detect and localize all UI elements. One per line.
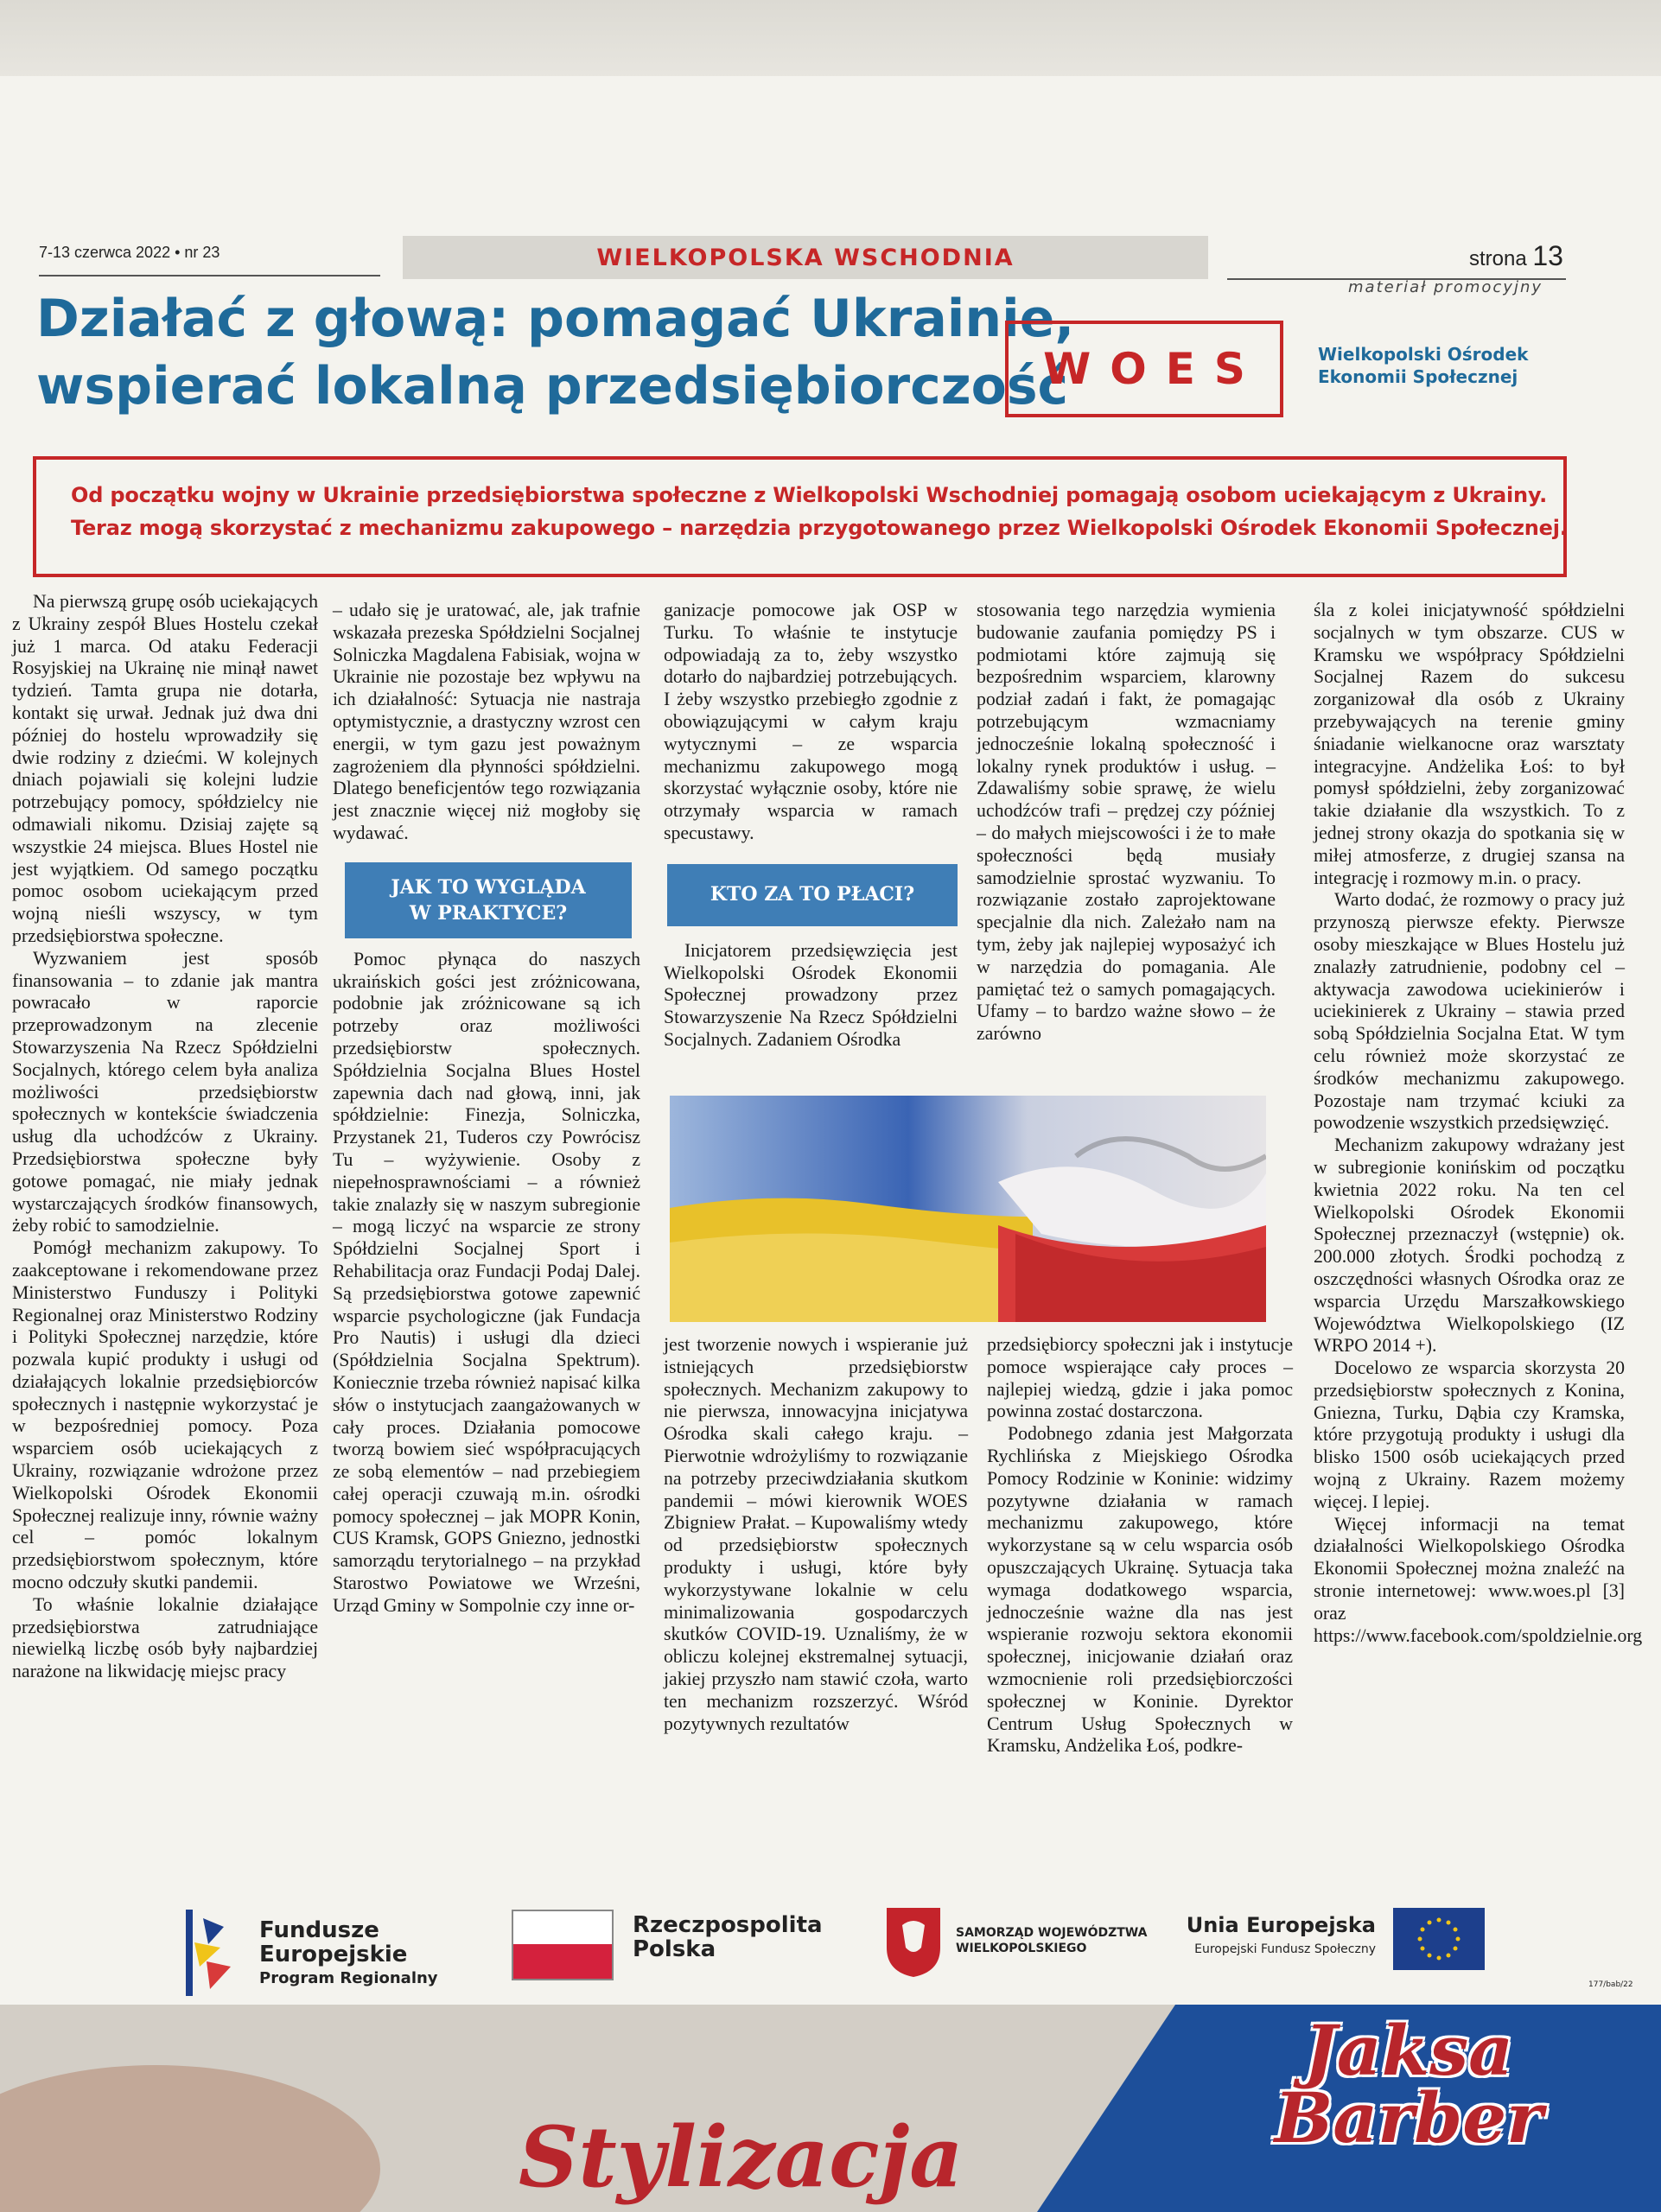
promo-label: materiał promocyjny — [1348, 278, 1543, 296]
eagle-crest-icon — [883, 1904, 944, 1979]
woes-name-line-1: Wielkopolski Ośrodek — [1318, 344, 1529, 365]
eu-flag-icon — [1393, 1908, 1485, 1970]
ad-script-text: Stylizacja — [519, 2108, 964, 2206]
fe-star-icon — [186, 1910, 239, 1996]
woes-full-name — [1318, 343, 1528, 388]
barber-line-2: Barber — [1274, 2077, 1543, 2158]
paragraph: przedsiębiorcy społeczni jak i instytucje pomoce wspierające cały proces – najlepiej wiedzą, gdzie i jaka pomoc powinna zostać dostarczona. — [987, 1334, 1293, 1422]
swm-line-1: SAMORZĄD WOJEWÓDZTWA — [956, 1926, 1148, 1940]
paragraph: Docelowo ze wsparcia skorzysta 20 przedsiębiorstw społecznych z Konina, Gniezna, Turku, Dąbia czy Kramska, które przygotują produkty i usługi dla blisko 1500 osób uciekających przed wojną z Ukrainy. Razem możemy więcej. I lepiej. — [1314, 1357, 1625, 1512]
subhead-practice-line-1: JAK TO WYGLĄDA — [391, 875, 586, 899]
paragraph: – udało się je uratować, ale, jak trafnie wskazała prezeska Spółdzielni Socjalnej Solniczka Magdalena Fabisiak, wojna w Ukrainie nie pozostaje bez wpływu na ich działalność: Sytuacja nie nastraja optymistycznie, a drastyczny wzrost cen energii, w tym gazu jest poważnym zagrożeniem dla płynności spółdzielni. Dlatego beneficjentów tego rozwiązania jest znacznie więcej niż mogłoby się wydawać. — [333, 600, 640, 843]
subhead-who-pays — [667, 864, 958, 926]
lead-box — [33, 456, 1567, 577]
headline-line-2: wspierać lokalną przedsiębiorczość — [36, 356, 1069, 416]
section-title: WIELKOPOLSKA WSCHODNIA — [596, 244, 1015, 271]
lead-line-1: Od początku wojny w Ukrainie przedsiębiorstwa społeczne z Wielkopolski Wschodniej pomagają osobom uciekającym z Ukrainy. — [71, 483, 1548, 507]
fe-logo-text — [259, 1918, 438, 1991]
table-surface — [0, 0, 1661, 86]
paragraph: To właśnie lokalnie działające przedsiębiorstwa zatrudniające niewielką liczbę osób były najbardziej narażone na likwidację miejsc pracy — [12, 1593, 318, 1682]
barber-advertisement — [0, 2005, 1661, 2212]
woes-logo-text: WOES — [1043, 344, 1264, 394]
paragraph: ganizacje pomocowe jak OSP w Turku. To właśnie te instytucje odpowiadają za to, żeby wszystko dotarło do najbardziej potrzebujących. I żeby wszystko przebiegło zgodnie z obowiązującymi w całym kraju wytycznymi – ze wsparcia mechanizmu zakupowego mogą skorzystać wyłącznie osoby, które nie otrzymały wsparcia w ramach specustawy. — [664, 600, 958, 843]
fe-line-2: Europejskie — [259, 1942, 408, 1967]
barber-line-1: Jaksa — [1304, 2010, 1513, 2091]
flags-illustration — [670, 1096, 1266, 1322]
paragraph: stosowania tego narzędzia wymienia budowanie zaufania pomiędzy PS i podmiotami które zajmują się bezpośrednim wsparciem, klarowny podział zadań i fakt, że pomagając potrzebującym wzmacniamy jednocześnie lokalną społeczność i lokalny rynek produktów i usług. – Zdawaliśmy sobie sprawę, że wielu uchodźców trafi – prędzej czy później – do małych miejscowości i że to małe społeczności będą musiały samodzielnie sprostać wyzwaniu. To rozwiązanie zostało zaprojektowane specjalnie dla nich. Zależało nam na tym, żeby jak najlepiej wyposażyć ich w narzędzia do pomagania. Ale pamiętać też o samych pomagających. Ufamy – to bardzo ważne słowo – że zarówno — [977, 600, 1276, 1045]
page-number — [1469, 240, 1563, 272]
ue-line-2: Europejski Fundusz Społeczny — [1194, 1942, 1376, 1956]
paragraph: Pomógł mechanizm zakupowy. To zaakceptowane i rekomendowane przez Ministerstwo Funduszy i Polityki Regionalnej oraz Ministerstwo Rodziny i Polityki Społecznej narzędzie, które pozwala kupić produkty i usługi od działających lokalnie przedsiębiorców społecznych i następnie wykorzystać je w bezpośredniej pomocy. Poza wsparciem osób uciekających z Ukrainy, rozwiązanie wdrożone przez Wielkopolski Ośrodek Ekonomii Społecznej realizuje inny, równie ważny cel – pomóc lokalnym przedsiębiorstwom społecznym, które mocno odczuły skutki pandemii. — [12, 1237, 318, 1593]
article-column-3-bottom — [664, 1334, 968, 1735]
woes-logo — [1005, 321, 1283, 417]
subhead-practice — [345, 862, 632, 938]
rp-line-1: Rzeczpospolita — [633, 1912, 823, 1938]
woes-name-line-2: Ekonomii Społecznej — [1318, 366, 1518, 387]
paragraph: Pomoc płynąca do naszych ukraińskich gości jest zróżnicowana, podobnie jak zróżnicowane są ich potrzeby oraz możliwości przedsiębiorstw społecznych. Spółdzielnia Socjalna Blues Hostel zapewnia dach nad głową, inni, jak spółdzielnie: Finezja, Solniczka, Przystanek 21, Tuderos czy Powrócisz Tu – wyżywienie. Osoby z niepełnosprawnościami – a również takie znalazły się w naszym subregionie – mogą liczyć na wsparcie ze strony Spółdzielni Socjalnej Sport i Rehabilitacja oraz Fundacji Podaj Dalej. Są przedsiębiorstwa gotowe zapewnić wsparcie psychologiczne (jak Fundacja Pro Nautis) i usługi dla dzieci (Spółdzielnia Socjalna Spektrum). Koniecznie trzeba również napisać kilka słów o instytucjach zaangażowanych w cały proces. Działania pomocowe tworzą bowiem sieć współpracujących ze sobą elementów – nad przebiegiem całej operacji czuwają m.in. ośrodki pomocy społecznej – jak MOPR Konin, CUS Kramsk, GOPS Gniezno, jednostki samorządu terytorialnego – na przykład Starostwo Powiatowe we Wrześni, Urząd Gminy w Sompolnie czy inne or- — [333, 948, 640, 1616]
swm-logo-text — [956, 1925, 1147, 1956]
paragraph: Wyzwaniem jest sposób finansowania – to zdanie jak mantra powracało w raporcie przeprowadzonym na zlecenie Stowarzyszenia Na Rzecz Spółdzielni Socjalnych, którego celem była analiza możliwości przedsiębiorstw społecznych w kontekście świadczenia usług dla uchodźców z Ukrainy. Przedsiębiorstwa społeczne były gotowe pomagać, nie miały jednak wystarczających środków finansowych, żeby robić to samodzielnie. — [12, 947, 318, 1236]
headline-line-1: Działać z głową: pomagać Ukrainie, — [36, 289, 1075, 349]
issue-date: 7-13 czerwca 2022 • nr 23 — [39, 244, 220, 261]
paragraph: jest tworzenie nowych i wspieranie już istniejących przedsiębiorstw społecznych. Mechanizm zakupowy to nie pierwsza, innowacyjna inicjatywa Ośrodka skali całego kraju. – Pierwotnie wdrożyliśmy to rozwiązanie na potrzeby przeciwdziałania skutkom pandemii – mówi kierownik WOES Zbigniew Prałat. – Kupowaliśmy wtedy od przedsiębiorstw społecznych produkty i usługi, które były wykorzystywane lokalnie w celu minimalizowania gospodarczych skutków COVID-19. Uznaliśmy, że w obliczu kolejnej ekstremalnej sytuacji, jakiej przyszło nam stawić czoła, warto ten mechanizm rozszerzyć. Wśród pozytywnych rezultatów — [664, 1334, 968, 1734]
barber-logo — [1219, 2010, 1599, 2158]
paragraph: Podobnego zdania jest Małgorzata Rychlińska z Miejskiego Ośrodka Pomocy Rodzinie w Koninie: widzimy pozytywne działania w ramach mechanizmu zakupowego, które wykorzystane są w celu wsparcia osób opuszczających Ukrainę. Sytuacja taka wymaga dodatkowego wsparcia, jednocześnie ważne dla nas jest wspieranie rozwoju sektora ekonomii społecznej, inicjowanie działań oraz wzmocnienie roli przedsiębiorczości społecznej w Koninie. Dyrektor Centrum Usług Społecznych w Kramsku, Andżelika Łoś, podkre- — [987, 1423, 1293, 1757]
section-band — [403, 236, 1208, 279]
rp-logo-text — [633, 1913, 823, 1961]
ue-line-1: Unia Europejska — [1186, 1913, 1376, 1937]
polish-flag-icon — [512, 1910, 614, 1980]
flags-photo — [670, 1096, 1266, 1322]
article-column-1 — [12, 591, 318, 1683]
page-number-value: 13 — [1532, 240, 1563, 271]
paragraph: Inicjatorem przedsięwzięcia jest Wielkopolski Ośrodek Ekonomii Społecznej prowadzony przez Stowarzyszenie Na Rzecz Spółdzielni Socjalnych. Zadaniem Ośrodka — [664, 939, 958, 1050]
header-rule-left — [39, 275, 380, 276]
rp-line-2: Polska — [633, 1936, 716, 1962]
fe-line-3: Program Regionalny — [259, 1969, 438, 1987]
fe-line-1: Fundusze — [259, 1917, 379, 1943]
page-title — [36, 285, 1075, 420]
ue-logo-text — [1186, 1913, 1376, 1956]
article-column-4-bottom — [987, 1334, 1293, 1758]
article-column-4-top — [977, 600, 1276, 1046]
paragraph: Na pierwszą grupę osób uciekających z Ukrainy zespół Blues Hostelu czekał już 1 marca. Od ataku Federacji Rosyjskiej na Ukrainę nie minął nawet tydzień. Tamta grupa nie dotarła, kontakt się urwał. Jednak już dwa dni później do hostelu wprowadziły się dwie rodziny z dziećmi. W kolejnych dniach pojawiali się kolejni ludzie potrzebujący pomocy, spółdzielcy nie odmawiali nikomu. Dzisiaj zajęte są wszystkie 24 miejsca. Blues Hostel nie jest wyjątkiem. Od samego początku pomoc osobom uciekającym przed wojną nieśli wszyscy, w tym przedsiębiorstwa społeczne. — [12, 591, 318, 946]
page-label: strona — [1469, 247, 1527, 270]
subhead-practice-line-2: W PRAKTYCE? — [409, 901, 568, 925]
paragraph: Więcej informacji na temat działalności Wielkopolskiego Ośrodka Ekonomii Społecznej można znaleźć na stronie internetowej: www.woes.pl [3] oraz https://www.facebook.com/spoldzielnie.org — [1314, 1513, 1643, 1646]
article-column-2 — [333, 600, 640, 1618]
subhead-who-pays-label: KTO ZA TO PŁACI? — [710, 882, 915, 906]
paragraph: śla z kolei inicjatywność spółdzielni socjalnych w tym obszarze. CUS w Kramsku we współpracy Spółdzielni Socjalnej Razem do sukcesu zorganizował dla osób z Ukrainy przebywających na terenie gminy śniadanie wielkanocne oraz warsztaty integracyjne. Andżelika Łoś: to był pomysł spółdzielni, żeby zorganizować takie działanie dla wszystkich. To z jednej strony okazja do spotkania się w miłej atmosferze, z drugiej szansa na integrację i rozmowy m.in. o pracy. — [1314, 600, 1625, 888]
paragraph: Warto dodać, że rozmowy o pracy już przynoszą pierwsze efekty. Pierwsze osoby mieszkające w Blues Hostelu już znalazły zatrudnienie, podobny cel – aktywacja zawodowa uciekinierów i uciekinierek z Ukrainy – stawia przed sobą Spółdzielnia Socjalna Etat. W tym celu również może skorzystać ze środków mechanizmu zakupowego. Pozostaje nam trzymać kciuki za powodzenie wszystkich przedsięwzięć. — [1314, 889, 1625, 1134]
ad-reference-code: 177/bab/22 — [1588, 1980, 1633, 1989]
paragraph: Mechanizm zakupowy wdrażany jest w subregionie konińskim od początku kwietnia 2022 roku. Na ten cel Wielkopolski Ośrodek Ekonomii Społecznej przeznaczył (wstępnie) ok. 200.000 złotych. Środki pochodzą z oszczędności własnych Ośrodka oraz ze wsparcia Urzędu Marszałkowskiego Województwa Wielkopolskiego (IZ WRPO 2014 +). — [1314, 1135, 1625, 1357]
article-column-5 — [1314, 600, 1643, 1647]
article-column-3-top — [664, 600, 958, 1052]
lead-line-2: Teraz mogą skorzystać z mechanizmu zakupowego – narzędzia przygotowanego przez Wielkopolski Ośrodek Ekonomii Społecznej. — [71, 516, 1568, 540]
swm-line-2: WIELKOPOLSKIEGO — [956, 1942, 1087, 1955]
